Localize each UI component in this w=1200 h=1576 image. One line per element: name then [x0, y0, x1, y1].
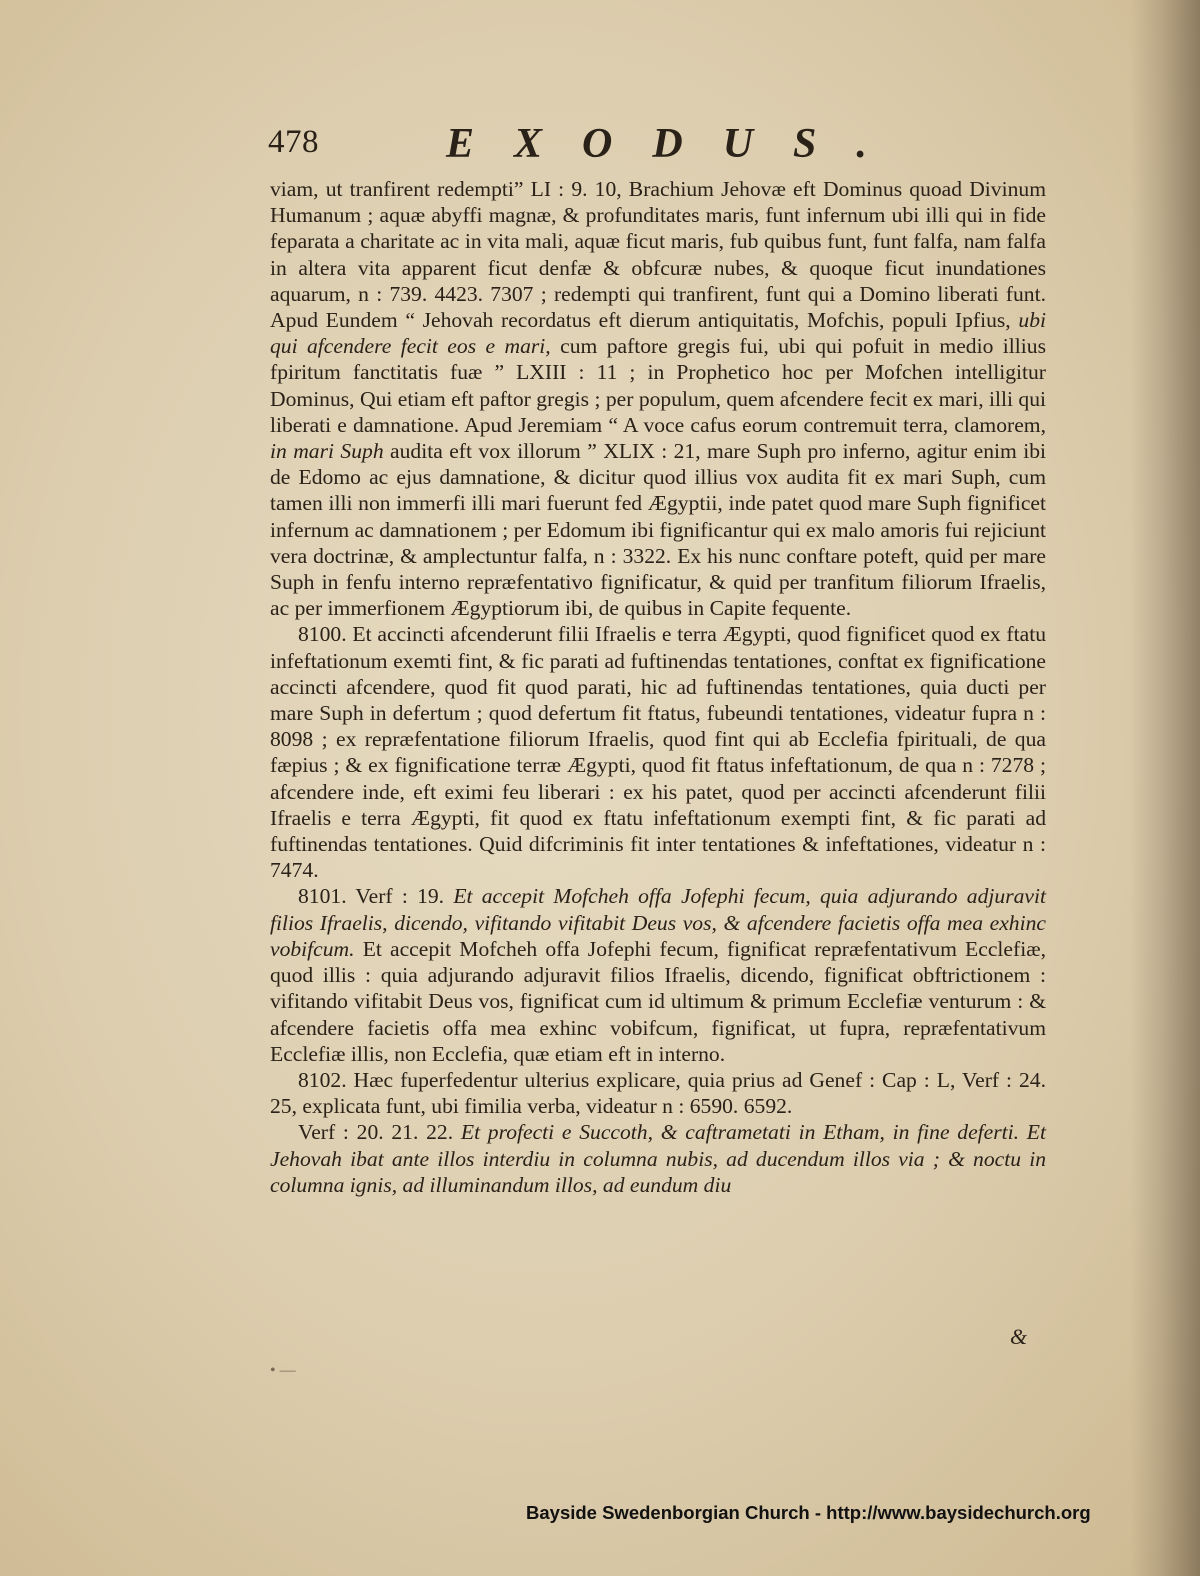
page-number: 478	[268, 124, 319, 160]
paragraph-verses-20-22: Verf : 20. 21. 22. Et profecti e Succoth, & caftrametati in Etham, in fine deferti. Et Jehovah ibat ante illos interdiu in columna nubis, ad ducendum illos via ; & noctu in columna ignis, ad illuminandum illos, ad eundum diu	[270, 1120, 1046, 1197]
printer-mark: • —	[270, 1362, 296, 1379]
book-gutter-shadow	[1130, 0, 1200, 1576]
paragraph-8101: 8101. Verf : 19. Et accepit Mofcheh offa Jofephi fecum, quia adjurando adjuravit filios Ifraelis, dicendo, vifitando vifitabit Deus vos, & afcendere facietis offa mea exhinc vobifcum. Et accepit Mofcheh offa Jofephi fecum, fignificat repræfentativum Ecclefiæ, quod illis : quia adjurando adjuravit filios Ifraelis, dicendo, fignificat obftrictionem : vifitando vifitabit Deus vos, fignificat cum id ultimum & primum Ecclefiæ venturum : & afcendere facietis offa mea exhinc vobifcum, fignificat, ut fupra, repræfentativum Ecclefiæ illis, non Ecclefia, quæ etiam eft in interno.	[270, 884, 1046, 1066]
catchword: &	[1010, 1324, 1028, 1349]
page-header	[268, 118, 1068, 166]
body-text	[270, 176, 1046, 1198]
paragraph-8102: 8102. Hæc fuperfedentur ulterius explicare, quia prius ad Genef : Cap : L, Verf : 24. 25, explicata funt, ubi fimilia verba, videatur n : 6590. 6592.	[270, 1067, 1046, 1119]
paragraph-8100: 8100. Et accincti afcenderunt filii Ifraelis e terra Ægypti, quod fignificet quod ex ftatu infeftationum exemti fint, & fic parati ad fuftinendas tentationes, conftat ex fignificatione accincti afcendere, quod fit quod parati, hic ad fuftinendas tentationes, quia ducti per mare Suph in defertum ; quod defertum fit ftatus, fubeundi tentationes, videatur fupra n : 8098 ; ex repræfentatione filiorum Ifraelis, quod fint qui ab Ecclefia fpirituali, de qua fæpius ; & ex fignificatione terræ Ægypti, quod fit ftatus infeftationum, de qua n : 7278 ; afcendere inde, eft eximi feu liberari : ex his patet, quod per accincti afcenderunt filii Ifraelis e terra Ægypti, fit quod ex ftatu infeftationum exempti fint, & fic parati ad fuftinendas tentationes. Quid difcriminis fit inter tentationes & infeftationes, videatur n : 7474.	[270, 622, 1046, 883]
paragraph-continued: viam, ut tranfirent redempti” LI : 9. 10, Brachium Jehovæ eft Dominus quoad Divinum Humanum ; aquæ abyffi magnæ, & profunditates maris, funt infernum ubi illi qui in fide feparata a charitate ac in vita mali, aquæ ficut maris, fub quibus funt, funt falfa, nam falfa in altera vita apparent ficut denfæ & obfcuræ nubes, & quoque ficut inundationes aquarum, n : 739. 4423. 7307 ; redempti qui tranfirent, funt qui a Domino liberati funt. Apud Eundem “ Jehovah recordatus eft dierum antiquitatis, Mofchis, populi Ipfius, ubi qui afcendere fecit eos e mari, cum paftore gregis fui, ubi qui pofuit in medio illius fpiritum fanctitatis fuæ ” LXIII : 11 ; in Prophetico hoc per Mofchen intelligitur Dominus, Qui etiam eft paftor gregis ; per populum, quem afcendere fecit ex mari, illi qui liberati e damnatione. Apud Jeremiam “ A voce cafus eorum contremuit terra, clamorem, in mari Suph audita eft vox illorum ” XLIX : 21, mare Suph pro inferno, agitur enim ibi de Edomo ac ejus damnatione, & dicitur quod illius vox audita fit ex mari Suph, cum tamen illi non immerfi illi mari fuerunt fed Ægyptii, inde patet quod mare Suph fignificet infernum ac damnationem ; per Edomum ibi fignificantur qui ex malo amoris fui rejiciunt vera doctrinæ, & amplectuntur falfa, n : 3322. Ex his nunc conftare poteft, quid per mare Suph in fenfu interno repræfentativo fignificatur, & quid per tranfitum filiorum Ifraelis, ac per immerfionem Ægyptiorum ibi, de quibus in Capite fequente.	[270, 177, 1046, 621]
footer-watermark: Bayside Swedenborgian Church - http://www.baysidechurch.org	[526, 1502, 1091, 1523]
running-title: EXODUS.	[446, 121, 907, 167]
